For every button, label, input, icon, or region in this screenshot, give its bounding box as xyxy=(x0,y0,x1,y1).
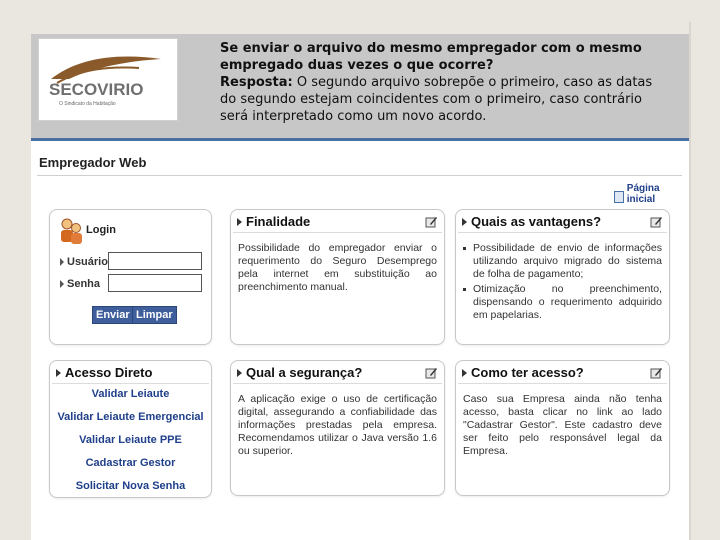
finalidade-title: Finalidade xyxy=(246,214,311,229)
user-label xyxy=(60,256,108,268)
list-item: Possibilidade de envio de informações utilizando arquivo migrado do sistema de folha de pagamento; xyxy=(463,242,662,281)
finalidade-panel xyxy=(230,209,445,345)
vantagens-title: Quais as vantagens? xyxy=(471,214,602,229)
link-solicitar-nova-senha[interactable]: Solicitar Nova Senha xyxy=(75,480,186,492)
user-input[interactable] xyxy=(108,252,202,270)
edit-icon xyxy=(650,366,663,379)
secovirio-logo xyxy=(38,38,178,121)
logo-graphic xyxy=(39,39,179,122)
vantagens-list xyxy=(463,242,662,324)
panel-divider xyxy=(52,383,209,384)
empregador-web-screenshot xyxy=(31,141,689,521)
arrow-right-icon xyxy=(462,218,467,226)
como-acessar-panel xyxy=(455,360,670,496)
panel-divider xyxy=(458,383,667,384)
question-title: Se enviar o arquivo do mesmo empregador com o mesmo empregado duas vezes o que ocorre? xyxy=(220,41,642,73)
panel-divider xyxy=(233,383,442,384)
user-label-text: Usuário xyxy=(67,256,108,268)
arrow-right-icon xyxy=(462,369,467,377)
link-validar-leiaute-emergencial[interactable]: Validar Leiaute Emergencial xyxy=(57,411,204,423)
seguranca-panel xyxy=(230,360,445,496)
acesso-direto-panel xyxy=(49,360,212,498)
como-acessar-text: Caso sua Empresa ainda não tenha acesso, basta clicar no link ao lado "Cadastrar Gestor". Este cadastro deve ser feito pelo responsável legal da Empresa. xyxy=(463,393,662,457)
arrow-right-icon xyxy=(56,369,61,377)
question-block xyxy=(220,40,670,125)
edit-icon xyxy=(650,215,663,228)
password-input[interactable] xyxy=(108,274,202,292)
panel-divider xyxy=(458,232,667,233)
password-label xyxy=(60,278,100,290)
edit-icon xyxy=(425,215,438,228)
arrow-right-icon xyxy=(60,280,64,288)
acesso-direto-title: Acesso Direto xyxy=(65,365,153,380)
app-title: Empregador Web xyxy=(39,155,147,170)
home-link[interactable] xyxy=(614,183,689,205)
home-link-label: Página inicial xyxy=(626,183,660,205)
logo-tagline: O Sindicato da Habitação xyxy=(59,101,116,107)
login-title: Login xyxy=(86,224,116,236)
acesso-direto-header xyxy=(56,365,152,380)
arrow-right-icon xyxy=(60,258,64,266)
clear-button[interactable]: Limpar xyxy=(132,306,177,324)
finalidade-text: Possibilidade do empregador enviar o requerimento do Seguro Desemprego pela internet em substituição ao preenchimento manual. xyxy=(238,242,437,293)
password-label-text: Senha xyxy=(67,278,101,290)
logo-brand: SECOVIRIO xyxy=(49,80,144,99)
arrow-right-icon xyxy=(237,369,242,377)
login-panel xyxy=(49,209,212,345)
panel-divider xyxy=(233,232,442,233)
right-border xyxy=(689,22,691,540)
seguranca-title: Qual a segurança? xyxy=(246,365,363,380)
app-title-divider xyxy=(37,175,682,176)
como-acessar-title: Como ter acesso? xyxy=(471,365,584,380)
answer-text: O segundo arquivo sobrepõe o primeiro, caso as datas do segundo estejam coincidentes com o primeiro, caso contrário será interpretado como um novo acordo. xyxy=(220,75,653,124)
list-item: Otimização no preenchimento, dispensando o requerimento adquirido em papelarias. xyxy=(463,283,662,322)
seguranca-header xyxy=(237,365,362,380)
como-acessar-header xyxy=(462,365,584,380)
arrow-right-icon xyxy=(237,218,242,226)
finalidade-header xyxy=(237,214,310,229)
submit-button[interactable]: Enviar xyxy=(92,306,134,324)
answer-label: Resposta: xyxy=(220,75,293,90)
link-validar-leiaute[interactable]: Validar Leiaute xyxy=(91,388,170,400)
vantagens-panel xyxy=(455,209,670,345)
seguranca-text: A aplicação exige o uso de certificação digital, assegurando a confiabilidade das informações prestadas pela empresa. Recomendamos utilizar o Java versão 1.6 ou superior. xyxy=(238,393,437,457)
home-icon xyxy=(614,191,624,203)
answer-line xyxy=(220,74,670,125)
access-links xyxy=(56,388,205,503)
vantagens-header xyxy=(462,214,601,229)
link-validar-leiaute-ppe[interactable]: Validar Leiaute PPE xyxy=(79,434,182,446)
users-icon xyxy=(58,216,84,246)
edit-icon xyxy=(425,366,438,379)
link-cadastrar-gestor[interactable]: Cadastrar Gestor xyxy=(85,457,176,469)
